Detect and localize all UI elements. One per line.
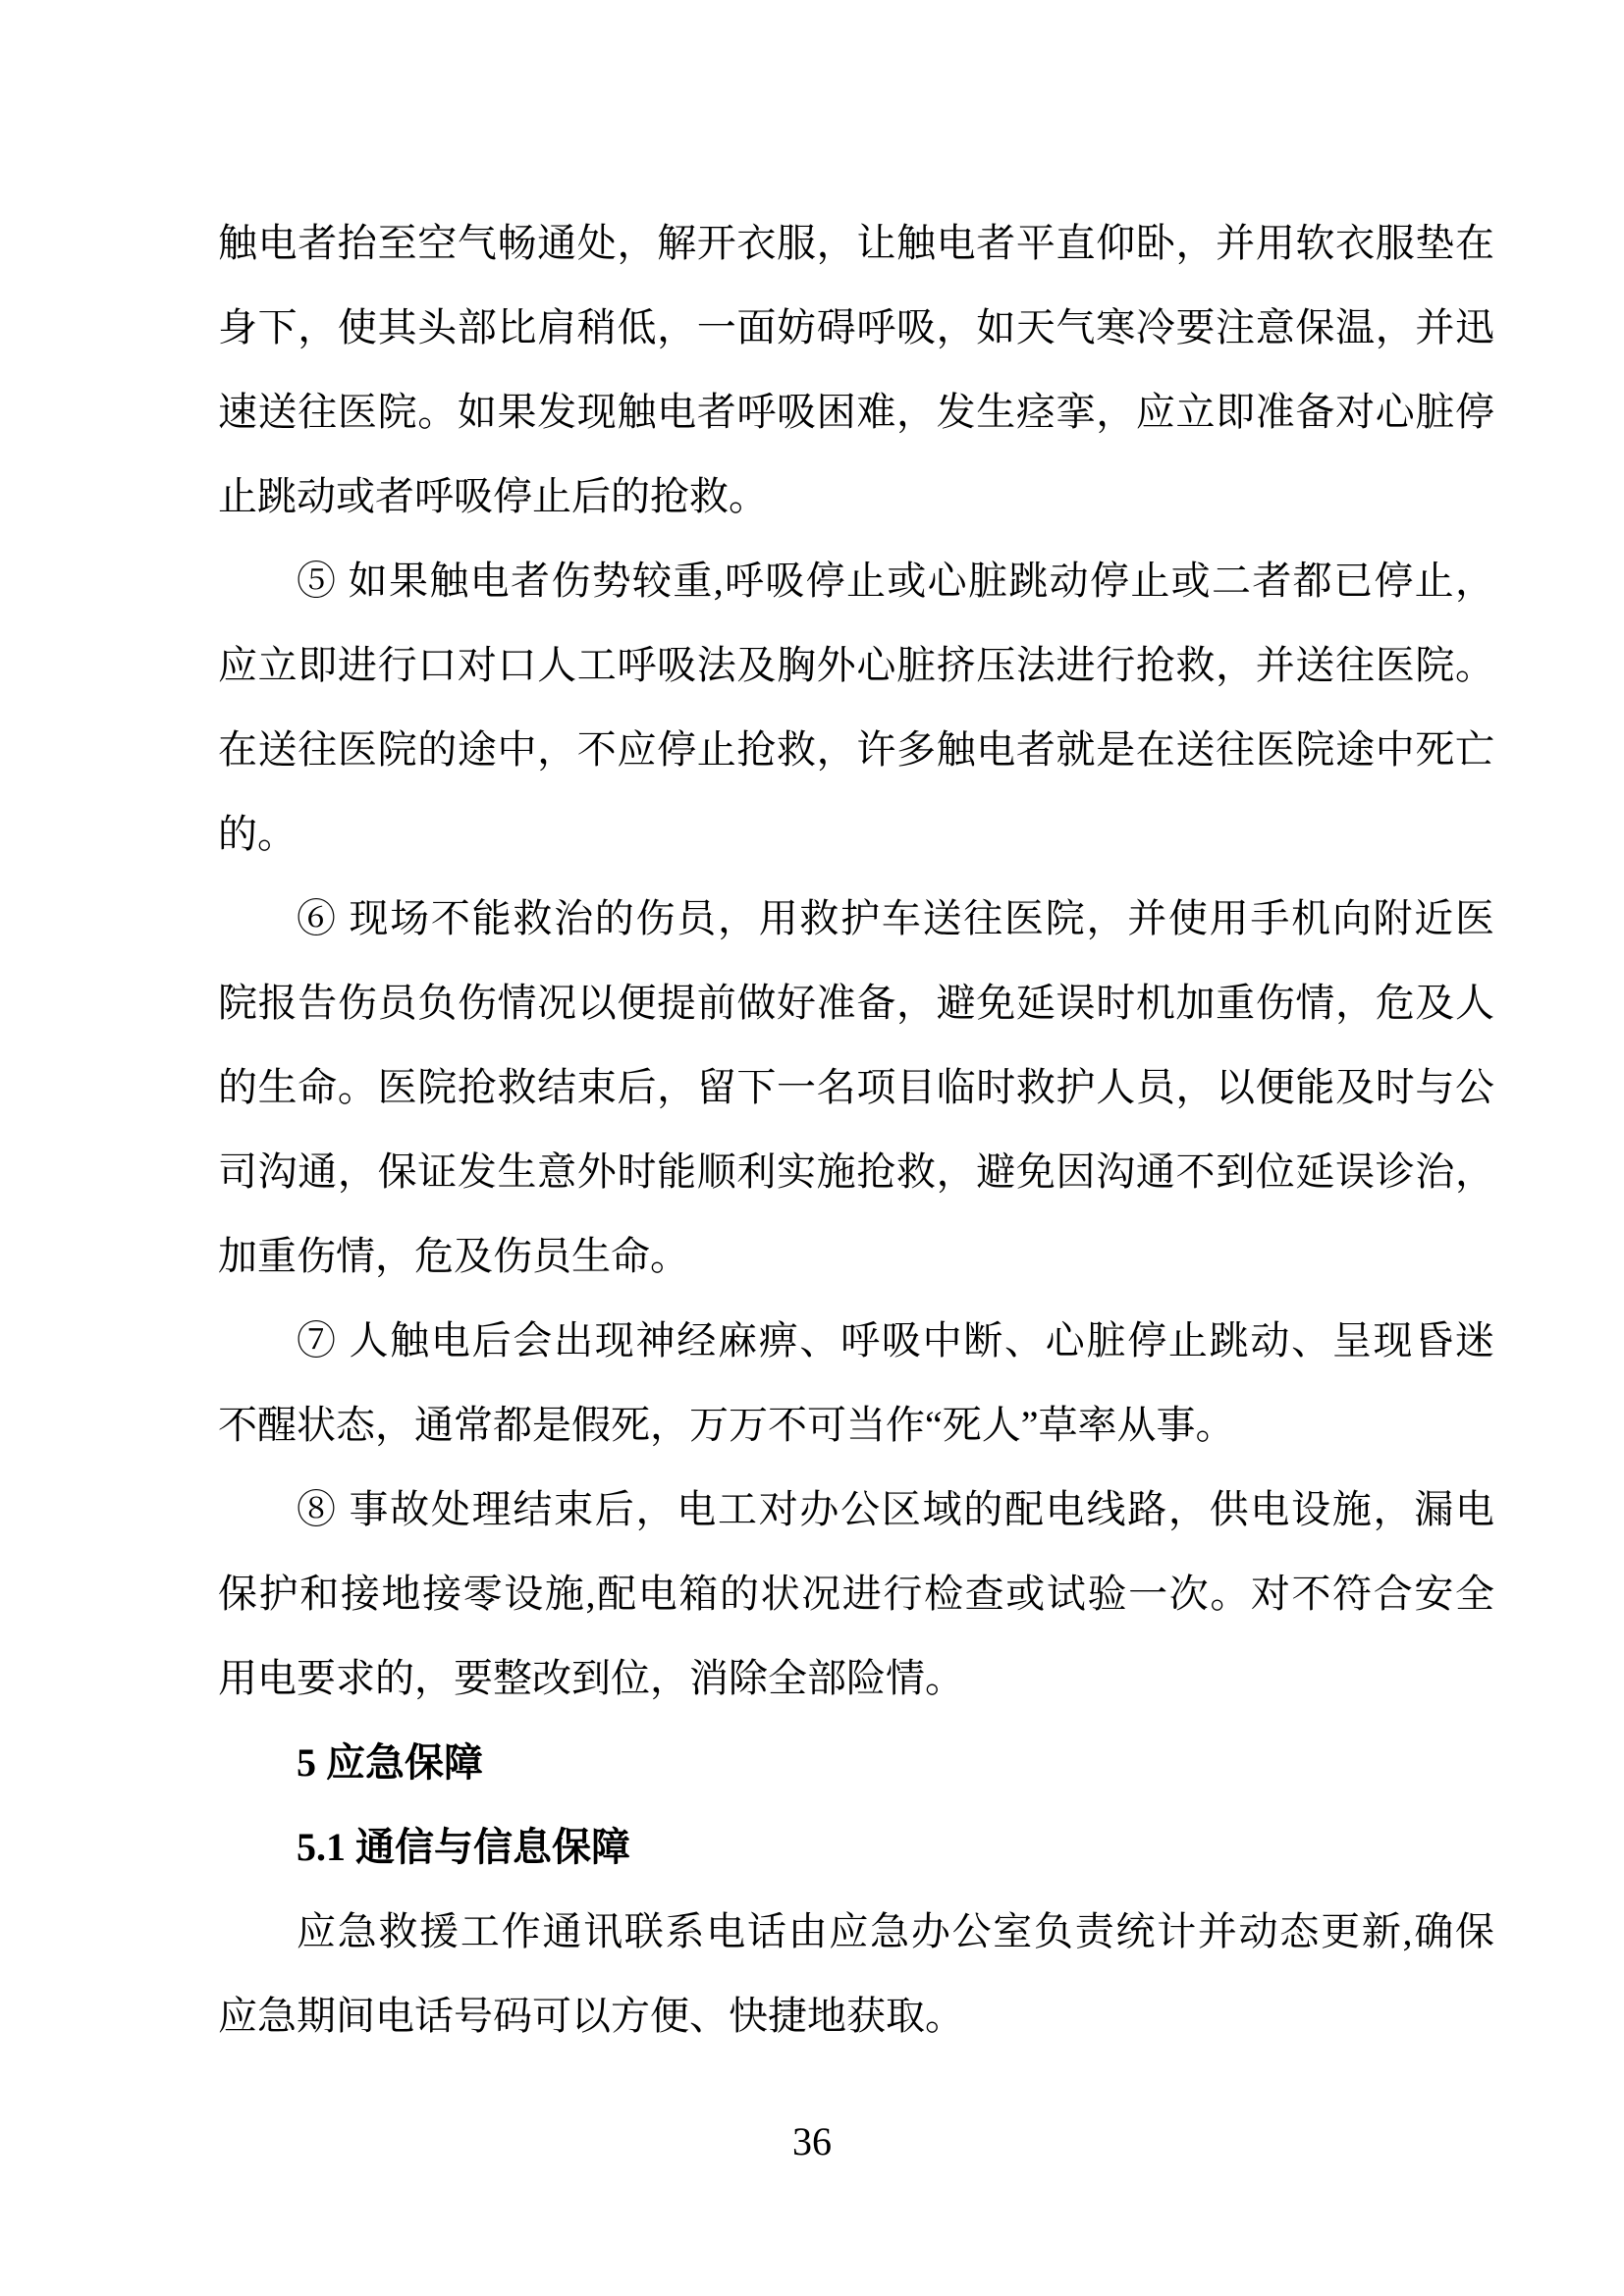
- paragraph-line: 院报告伤员负伤情况以便提前做好准备，避免延误时机加重伤情，危及人: [218, 981, 1494, 1025]
- paragraph-line: 在送往医院的途中，不应停止抢救，许多触电者就是在送往医院途中死亡: [218, 727, 1494, 772]
- paragraph-line-item-6: ⑥ 现场不能救治的伤员，用救护车送往医院，并使用手机向附近医: [297, 896, 1494, 940]
- document-body: [218, 201, 1494, 2058]
- paragraph-line: 应急救援工作通讯联系电话由应急办公室负责统计并动态更新,确保: [297, 1909, 1494, 1953]
- paragraph-line-item-5: ⑤ 如果触电者伤势较重,呼吸停止或心脏跳动停止或二者都已停止，: [297, 559, 1494, 603]
- subsection-heading: 5.1 通信与信息保障: [297, 1825, 630, 1869]
- paragraph-line: 司沟通，保证发生意外时能顺利实施抢救，避免因沟通不到位延误诊治，: [218, 1149, 1494, 1194]
- paragraph-line: 身下，使其头部比肩稍低，一面妨碍呼吸，如天气寒冷要注意保温，并迅: [218, 305, 1494, 349]
- paragraph-line: 用电要求的，要整改到位，消除全部险情。: [218, 1656, 964, 1700]
- paragraph-line: 加重伤情，危及伤员生命。: [218, 1234, 689, 1278]
- section-heading: 5 应急保障: [297, 1740, 483, 1785]
- paragraph-line: 应急期间电话号码可以方便、快捷地获取。: [218, 1994, 964, 2038]
- paragraph-line: 的。: [218, 812, 297, 856]
- paragraph-line: 止跳动或者呼吸停止后的抢救。: [218, 474, 768, 518]
- paragraph-line-item-8: ⑧ 事故处理结束后，电工对办公区域的配电线路，供电设施，漏电: [297, 1487, 1494, 1531]
- paragraph-line: 保护和接地接零设施,配电箱的状况进行检查或试验一次。对不符合安全: [218, 1572, 1494, 1616]
- paragraph-line-item-7: ⑦ 人触电后会出现神经麻痹、呼吸中断、心脏停止跳动、呈现昏迷: [297, 1318, 1494, 1362]
- paragraph-line: 速送往医院。如果发现触电者呼吸困难，发生痉挛，应立即准备对心脏停: [218, 390, 1494, 434]
- paragraph-line: 不醒状态，通常都是假死，万万不可当作“死人”草率从事。: [218, 1403, 1235, 1447]
- paragraph-line: 的生命。医院抢救结束后，留下一名项目临时救护人员，以便能及时与公: [218, 1065, 1494, 1109]
- paragraph-line: 触电者抬至空气畅通处，解开衣服，让触电者平直仰卧，并用软衣服垫在: [218, 221, 1494, 265]
- paragraph-line: 应立即进行口对口人工呼吸法及胸外心脏挤压法进行抢救，并送往医院。: [218, 643, 1494, 687]
- page-number: 36: [792, 2119, 832, 2163]
